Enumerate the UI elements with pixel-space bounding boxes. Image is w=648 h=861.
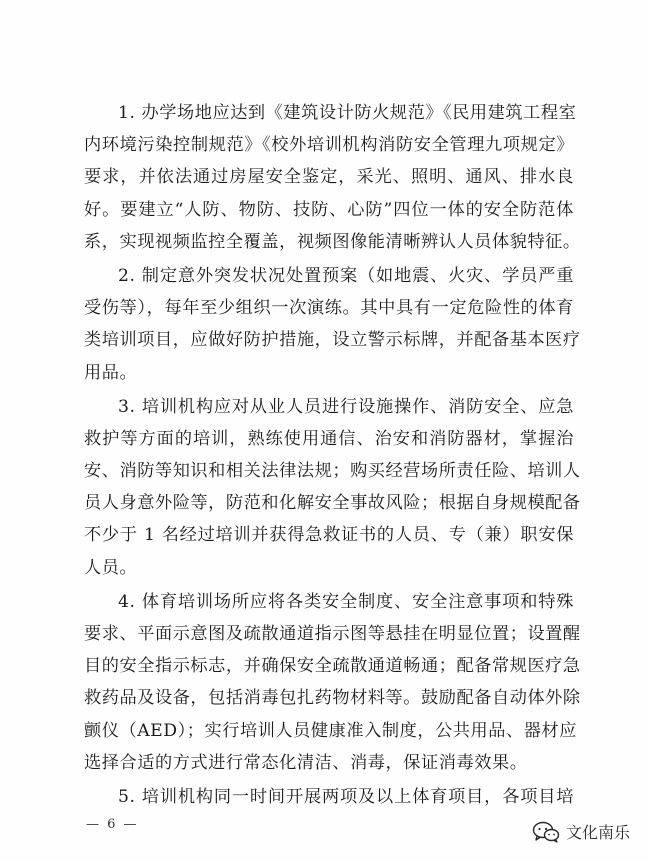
text-line: 5. 培训机构同一时间开展两项及以上体育项目，各项目培	[118, 786, 574, 807]
watermark	[532, 820, 630, 843]
text-line: 4. 体育培训场所应将各类安全制度、安全注意事项和特殊	[118, 591, 574, 612]
text-line: 内环境污染控制规范》《校外培训机构消防安全管理九项规定》	[84, 135, 574, 156]
text-line: 要求、平面示意图及疏散通道指示图等悬挂在明显位置；设置醒	[84, 624, 581, 644]
paragraph-2	[84, 260, 581, 389]
text-line: 目的安全指示标志，并确保安全疏散通道畅通；配备常规医疗急	[84, 656, 581, 677]
text-line: 系，实现视频监控全覆盖，视频图像能清晰辨认人员体貌特征。	[84, 231, 581, 252]
page-number: — 6 —	[86, 817, 139, 832]
wechat-icon	[532, 821, 560, 843]
text-line: 类培训项目，应做好防护措施，设立警示标牌，并配备基本医疗	[84, 330, 581, 351]
text-line: 2. 制定意外突发状况处置预案（如地震、火灾、学员严重	[118, 265, 574, 286]
text-line: 安、消防等知识和相关法律法规；购买经营场所责任险、培训人	[84, 461, 581, 482]
watermark-text: 文化南乐	[565, 823, 630, 842]
text-line: 用品。	[84, 362, 138, 383]
paragraph-5	[84, 781, 574, 813]
paragraph-4	[84, 586, 581, 779]
text-line: 救药品及设备，包括消毒包扎药物材料等。鼓励配备自动体外除	[84, 688, 581, 709]
text-line: 3. 培训机构应对从业人员进行设施操作、消防安全、应急	[118, 396, 574, 417]
paragraph-1	[84, 97, 581, 258]
text-line: 要求，并依法通过房屋安全鉴定，采光、照明、通风、排水良	[84, 167, 574, 188]
text-line: 选择合适的方式进行常态化清洁、消毒，保证消毒效果。	[84, 752, 528, 773]
text-line: 颤仪（AED）；实行培训人员健康准入制度，公共用品、器材应	[84, 720, 577, 741]
document-body	[84, 97, 581, 815]
text-line: 救护等方面的培训，熟练使用通信、治安和消防器材，掌握治	[84, 428, 574, 449]
text-line: 受伤等），每年至少组织一次演练。其中具有一定危险性的体育	[84, 298, 574, 319]
text-line: 1. 办学场地应达到《建筑设计防火规范》《民用建筑工程室	[118, 103, 577, 123]
text-line: 员人身意外险等，防范和化解安全事故风险；根据自身规模配备	[84, 493, 581, 514]
text-line: 不少于 1 名经过培训并获得急救证书的人员、专（兼）职安保	[84, 525, 574, 546]
paragraph-3	[84, 391, 581, 584]
text-line: 好。要建立“人防、物防、技防、心防”四位一体的安全防范体	[84, 199, 574, 220]
text-line: 人员。	[84, 557, 138, 578]
